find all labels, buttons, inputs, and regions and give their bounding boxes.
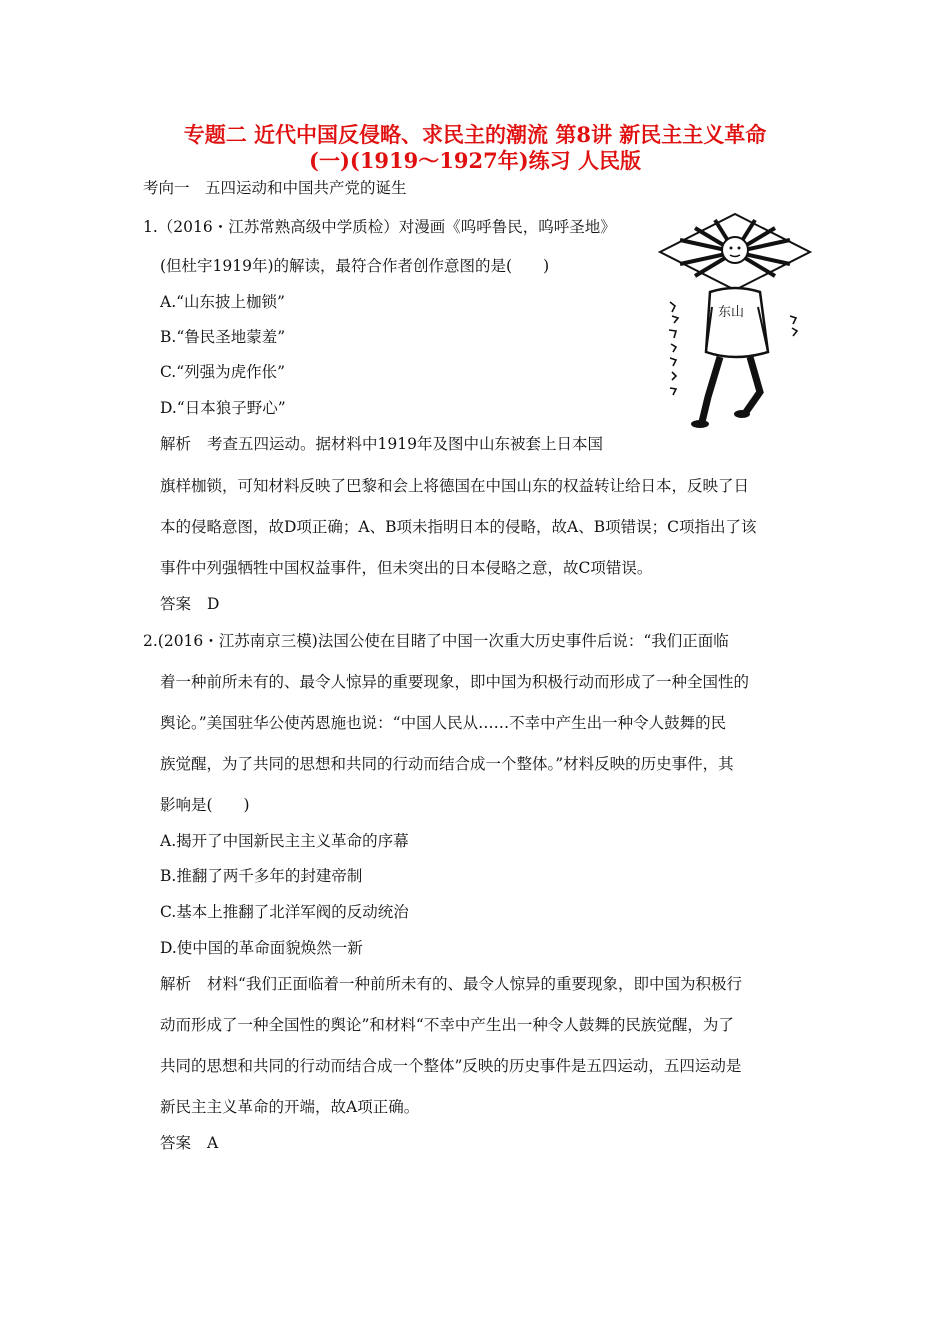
rising-sun-collar <box>660 214 810 290</box>
figure-label: 东山 <box>718 305 745 320</box>
answer-label: 答案 <box>160 1134 192 1152</box>
answer-value: D <box>207 595 220 613</box>
section-heading: 考向一 五四运动和中国共产党的诞生 <box>143 179 407 197</box>
q1-answer <box>160 594 219 614</box>
q2-analysis-line: 动而形成了一种全国性的舆论”和材料“不幸中产生出一种令人鼓舞的民族觉醒，为了 <box>160 1016 734 1034</box>
q2-analysis-line: 新民主主义革命的开端，故A项正确。 <box>160 1098 420 1116</box>
q2-stem-line: 舆论。”美国驻华公使芮恩施也说：“中国人民从……不幸中产生出一种令人鼓舞的民 <box>160 714 727 732</box>
analysis-text: 材料“我们正面临着一种前所未有的、最令人惊异的重要现象，即中国为积极行 <box>207 975 742 993</box>
q1-stem-line1: 1.（2016・江苏常熟高级中学质检）对漫画《呜呼鲁民，呜呼圣地》 <box>143 218 616 236</box>
analysis-label: 解析 <box>160 435 192 453</box>
q1-option-c: C.“列强为虎作伥” <box>160 363 286 381</box>
q2-analysis-line: 共同的思想和共同的行动而结合成一个整体”反映的历史事件是五四运动，五四运动是 <box>160 1057 742 1075</box>
q2-option-c: C.基本上推翻了北洋军阀的反动统治 <box>160 903 409 921</box>
answer-label: 答案 <box>160 595 192 613</box>
cartoon-inscription-right <box>790 316 797 336</box>
q2-stem-line: 着一种前所未有的、最令人惊异的重要现象，即中国为积极行动而形成了一种全国性的 <box>160 673 750 691</box>
q1-option-b: B.“鲁民圣地蒙羞” <box>160 328 286 346</box>
q1-analysis <box>160 434 603 454</box>
q1-analysis-line: 事件中列强牺牲中国权益事件，但未突出的日本侵略之意，故C项错误。 <box>160 559 653 577</box>
answer-value: A <box>207 1134 219 1152</box>
q2-option-a: A.揭开了中国新民主主义革命的序幕 <box>160 832 409 850</box>
cartoon-figure <box>650 212 820 430</box>
q1-analysis-line: 旗样枷锁，可知材料反映了巴黎和会上将德国在中国山东的权益转让给日本，反映了日 <box>160 477 750 495</box>
doc-title-line1: 专题二 近代中国反侵略、求民主的潮流 第8讲 新民主主义革命 <box>183 122 767 147</box>
q2-stem-line: 影响是( ) <box>160 796 250 814</box>
analysis-text: 考查五四运动。据材料中1919年及图中山东被套上日本国 <box>207 435 603 453</box>
q1-stem-line2: (但杜宇1919年)的解读，最符合作者创作意图的是( ) <box>160 257 550 275</box>
q2-option-d: D.使中国的革命面貌焕然一新 <box>160 939 363 957</box>
q2-stem-line: 族觉醒，为了共同的思想和共同的行动而结合成一个整体。”材料反映的历史事件，其 <box>160 755 734 773</box>
q2-option-b: B.推翻了两千多年的封建帝制 <box>160 867 363 885</box>
doc-title-line2: (一)(1919～1927年)练习 人民版 <box>309 148 641 173</box>
q1-option-d: D.“日本狼子野心” <box>160 399 286 417</box>
q1-analysis-line: 本的侵略意图，故D项正确；A、B项未指明日本的侵略，故A、B项错误；C项指出了该 <box>160 518 757 536</box>
q2-stem-line: 2.(2016・江苏南京三模)法国公使在目睹了中国一次重大历史事件后说：“我们正面临 <box>143 632 729 650</box>
q2-analysis <box>160 974 742 994</box>
analysis-label: 解析 <box>160 975 192 993</box>
q2-answer <box>160 1133 218 1153</box>
q1-option-a: A.“山东披上枷锁” <box>160 293 285 311</box>
cartoon-inscription-left <box>669 302 678 395</box>
